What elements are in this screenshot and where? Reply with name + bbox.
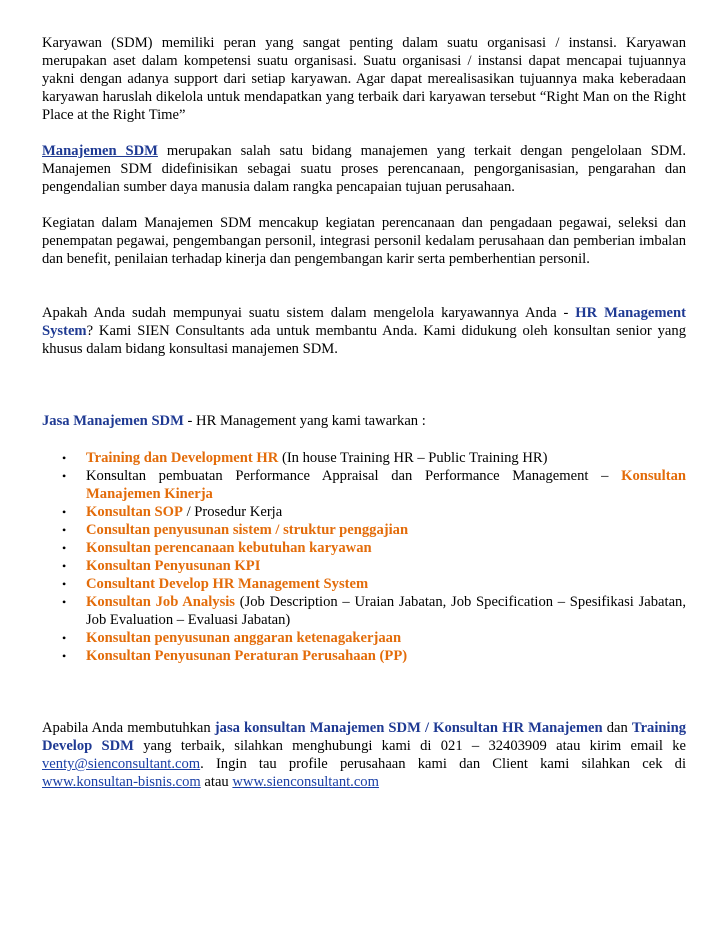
definition-paragraph <box>42 142 686 196</box>
service-link[interactable]: Consultan penyusunan sistem / struktur penggajian <box>86 522 409 538</box>
bullet-icon: • <box>62 631 67 645</box>
bullet-icon: • <box>62 595 67 609</box>
bullet-icon: • <box>62 541 67 555</box>
contact-paragraph <box>42 719 686 791</box>
service-link[interactable]: Consultant Develop HR Management System <box>86 576 369 592</box>
bullet-icon: • <box>62 451 67 465</box>
services-list <box>42 449 686 665</box>
definition-text: merupakan salah satu bidang manajemen yang terkait dengan pengelolaan SDM. Manajemen SDM didefinisikan sebagai suatu proses perencanaan, pengorganisasian, pengarahan dan pengendalian sumber daya manusia dalam rangka pencapaian tujuan perusahaan. <box>42 143 686 195</box>
contact-text: . Ingin tau profile perusahaan kami dan Client kami silahkan cek di <box>200 756 686 772</box>
list-item <box>42 467 686 503</box>
service-link[interactable]: Konsultan Penyusunan Peraturan Perusahaan (PP) <box>86 648 408 664</box>
intro-paragraph: Karyawan (SDM) memiliki peran yang sangat penting dalam suatu organisasi / instansi. Karyawan merupakan aset dalam kompetensi suatu organisasi. Suatu organisasi / instansi dapat mencapai tujuannya yakni dengan adanya support dari setiap karyawan. Agar dapat merealisasikan tujuannya maka keberadaan karyawan haruslah dikelola untuk mendapatkan yang terbaik dari karyawan tersebut “Right Man on the Right Place at the Right Time” <box>42 35 686 123</box>
bullet-icon: • <box>62 577 67 591</box>
contact-text: dan <box>602 720 632 736</box>
list-item <box>42 539 686 557</box>
offer-paragraph <box>42 304 686 358</box>
list-item <box>42 575 686 593</box>
bullet-icon: • <box>62 559 67 573</box>
contact-slash: / <box>420 720 434 736</box>
contact-text: atau <box>200 774 233 790</box>
service-link[interactable]: Konsultan penyusunan anggaran ketenagakerjaan <box>86 630 402 646</box>
service-text: (Job Description – Uraian Jabatan, Job Specification – Spesifikasi Jabatan, Job Evaluation – Evaluasi Jabatan) <box>86 594 686 628</box>
bullet-icon: • <box>62 469 67 483</box>
list-item <box>42 503 686 521</box>
service-link[interactable]: Konsultan Job Analysis <box>86 594 235 610</box>
services-heading-subtitle: - HR Management yang kami tawarkan : <box>183 413 426 429</box>
list-item <box>42 593 686 629</box>
list-item <box>42 629 686 647</box>
contact-text: yang terbaik, silahkan menghubungi kami di 021 – 32403909 atau kirim email ke <box>133 738 686 754</box>
service-text: / Prosedur Kerja <box>182 504 283 520</box>
konsultan-hr-link[interactable]: Konsultan HR Manajemen <box>433 720 603 736</box>
hr-management-system-link[interactable]: HR Management System <box>42 305 686 339</box>
email-link[interactable]: venty@sienconsultant.com <box>42 756 201 772</box>
offer-text-after: ? Kami SIEN Consultants ada untuk membantu Anda. Kami didukung oleh konsultan senior yang khusus dalam bidang konsultasi manajemen SDM. <box>42 323 686 357</box>
list-item <box>42 557 686 575</box>
services-heading <box>42 412 686 430</box>
service-link[interactable]: Konsultan Penyusunan KPI <box>86 558 261 574</box>
service-link[interactable]: Training dan Development HR <box>86 450 279 466</box>
offer-text-before: Apakah Anda sudah mempunyai suatu sistem dalam mengelola karyawannya Anda - <box>42 305 576 321</box>
training-develop-link[interactable]: Training Develop SDM <box>42 720 686 754</box>
service-link[interactable]: Konsultan SOP <box>86 504 183 520</box>
sienconsultant-link[interactable]: www.sienconsultant.com <box>232 774 379 790</box>
services-heading-title[interactable]: Jasa Manajemen SDM <box>42 413 184 429</box>
list-item <box>42 449 686 467</box>
konsultan-bisnis-link[interactable]: www.konsultan-bisnis.com <box>42 774 201 790</box>
service-text: (In house Training HR – Public Training HR) <box>278 450 548 466</box>
service-link[interactable]: Konsultan Manajemen Kinerja <box>86 468 686 502</box>
manajemen-sdm-link[interactable]: Manajemen SDM <box>42 143 158 159</box>
list-item <box>42 647 686 665</box>
bullet-icon: • <box>62 649 67 663</box>
service-link[interactable]: Konsultan perencanaan kebutuhan karyawan <box>86 540 372 556</box>
contact-text: Apabila Anda membutuhkan <box>42 720 215 736</box>
service-text: Konsultan pembuatan Performance Appraisal dan Performance Management – <box>86 468 622 484</box>
activities-paragraph: Kegiatan dalam Manajemen SDM mencakup kegiatan perencanaan dan pengadaan pegawai, seleksi dan penempatan pegawai, pengembangan personil, integrasi personil kedalam perusahaan dan pemberian imbalan dan benefit, penilaian terhadap kinerja dan pengembangan karir serta pemberhentian personil. <box>42 215 686 267</box>
document-page <box>42 34 686 791</box>
bullet-icon: • <box>62 505 67 519</box>
bullet-icon: • <box>62 523 67 537</box>
jasa-konsultan-link[interactable]: jasa konsultan Manajemen SDM <box>214 720 421 736</box>
list-item <box>42 521 686 539</box>
